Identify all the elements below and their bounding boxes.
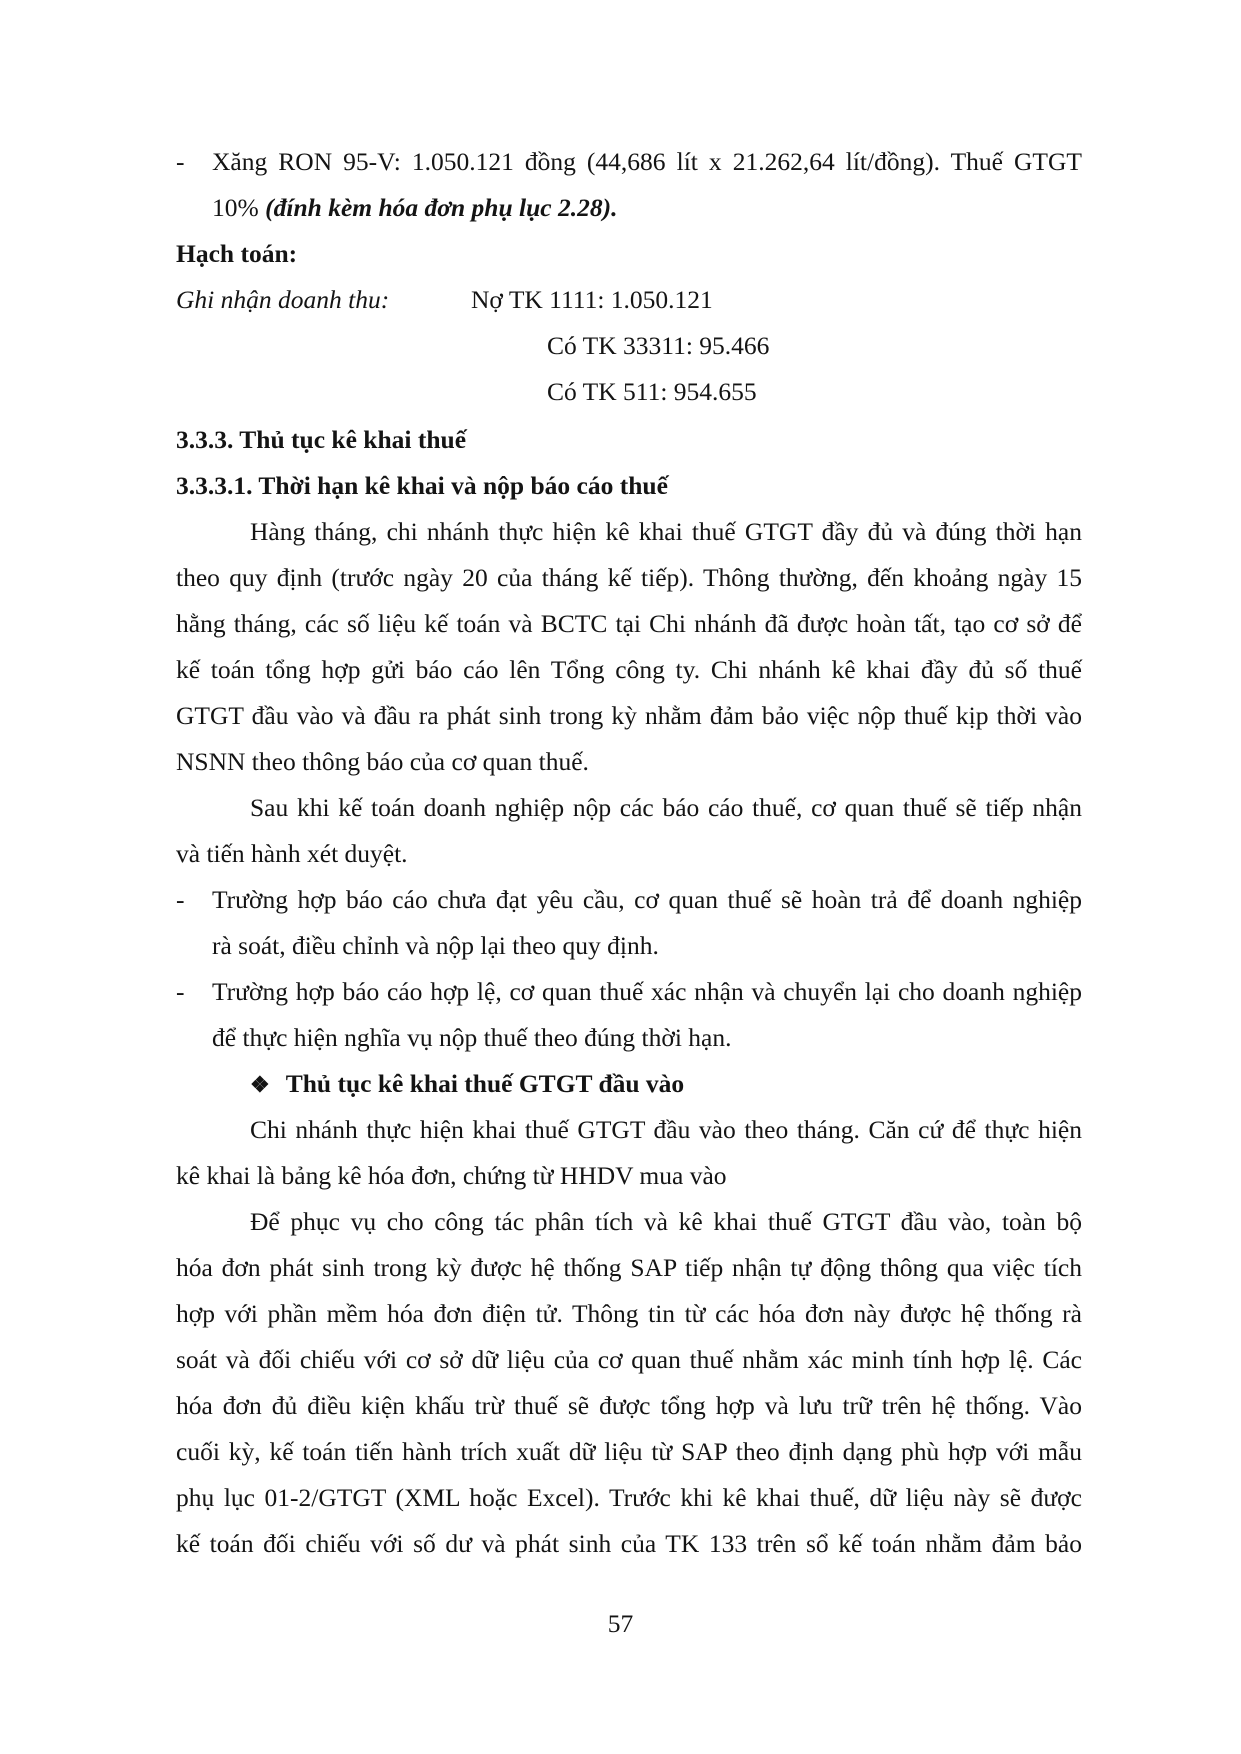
para4-line: hợp với phần mềm hóa đơn điện tử. Thông tin từ các hóa đơn này được hệ thống rà [176, 1299, 1082, 1328]
page-number: 57 [607, 1609, 634, 1638]
para4-line: phụ lục 01-2/GTGT (XML hoặc Excel). Trước khi kê khai thuế, dữ liệu này sẽ được [176, 1483, 1082, 1512]
entry-debit: Nợ TK 1111: 1.050.121 [471, 285, 713, 314]
para3-line: Chi nhánh thực hiện khai thuế GTGT đầu vào theo tháng. Căn cứ để thực hiện [250, 1115, 1082, 1144]
item1-line2-text: 10% [212, 193, 266, 222]
diamond-bullet-icon: ❖ [250, 1072, 270, 1097]
para4-line: kế toán đối chiếu với số dư và phát sinh của TK 133 trên sổ kế toán nhằm đảm bảo [176, 1529, 1082, 1558]
para4-line: hóa đơn đủ điều kiện khấu trừ thuế sẽ được tổng hợp và lưu trữ trên hệ thống. Vào [176, 1391, 1082, 1420]
subsection-heading: 3.3.3.1. Thời hạn kê khai và nộp báo cáo thuế [176, 471, 668, 500]
item1-line1: Xăng RON 95-V: 1.050.121 đồng (44,686 lít x 21.262,64 lít/đồng). Thuế GTGT [212, 147, 1082, 176]
para4-line: cuối kỳ, kế toán tiến hành trích xuất dữ liệu từ SAP theo định dạng phù hợp với mẫu [176, 1437, 1082, 1466]
bullet-line: rà soát, điều chỉnh và nộp lại theo quy định. [212, 931, 659, 960]
list-dash: - [176, 885, 185, 914]
para4-line: hóa đơn phát sinh trong kỳ được hệ thống SAP tiếp nhận tự động thông qua việc tích [176, 1253, 1082, 1282]
para1-line: GTGT đầu vào và đầu ra phát sinh trong kỳ nhằm đảm bảo việc nộp thuế kịp thời vào [176, 701, 1082, 730]
item1-line2 [212, 192, 617, 224]
revenue-label: Ghi nhận doanh thu: [176, 285, 390, 314]
bullet-line: Trường hợp báo cáo hợp lệ, cơ quan thuế xác nhận và chuyển lại cho doanh nghiệp [212, 977, 1082, 1006]
procedure-heading-text: Thủ tục kê khai thuế GTGT đầu vào [285, 1069, 685, 1098]
para2-line: Sau khi kế toán doanh nghiệp nộp các báo cáo thuế, cơ quan thuế sẽ tiếp nhận [250, 793, 1082, 822]
para1-line: Hàng tháng, chi nhánh thực hiện kê khai thuế GTGT đầy đủ và đúng thời hạn [250, 517, 1082, 546]
para1-line: NSNN theo thông báo của cơ quan thuế. [176, 747, 589, 776]
entry-credit-revenue: Có TK 511: 954.655 [547, 377, 757, 406]
para4-line: Để phục vụ cho công tác phân tích và kê khai thuế GTGT đầu vào, toàn bộ [250, 1207, 1082, 1236]
accounting-heading: Hạch toán: [176, 239, 298, 268]
para1-line: hằng tháng, các số liệu kế toán và BCTC tại Chi nhánh đã được hoàn tất, tạo cơ sở để [176, 609, 1082, 638]
para2-line: và tiến hành xét duyệt. [176, 839, 408, 868]
bullet-line: để thực hiện nghĩa vụ nộp thuế theo đúng thời hạn. [212, 1023, 732, 1052]
para4-line: soát và đối chiếu với cơ sở dữ liệu của cơ quan thuế nhằm xác minh tính hợp lệ. Các [176, 1345, 1082, 1374]
para3-line: kê khai là bảng kê hóa đơn, chứng từ HHDV mua vào [176, 1161, 727, 1190]
list-dash: - [176, 147, 185, 176]
procedure-heading [250, 1068, 684, 1101]
item1-attachment-note: (đính kèm hóa đơn phụ lục 2.28). [265, 193, 618, 222]
entry-credit-vat: Có TK 33311: 95.466 [547, 331, 770, 360]
para1-line: kế toán tổng hợp gửi báo cáo lên Tổng công ty. Chi nhánh kê khai đầy đủ số thuế [176, 655, 1082, 684]
section-heading: 3.3.3. Thủ tục kê khai thuế [176, 425, 467, 454]
para1-line: theo quy định (trước ngày 20 của tháng kế tiếp). Thông thường, đến khoảng ngày 15 [176, 563, 1082, 592]
bullet-line: Trường hợp báo cáo chưa đạt yêu cầu, cơ quan thuế sẽ hoàn trả để doanh nghiệp [212, 885, 1082, 914]
list-dash: - [176, 977, 185, 1006]
